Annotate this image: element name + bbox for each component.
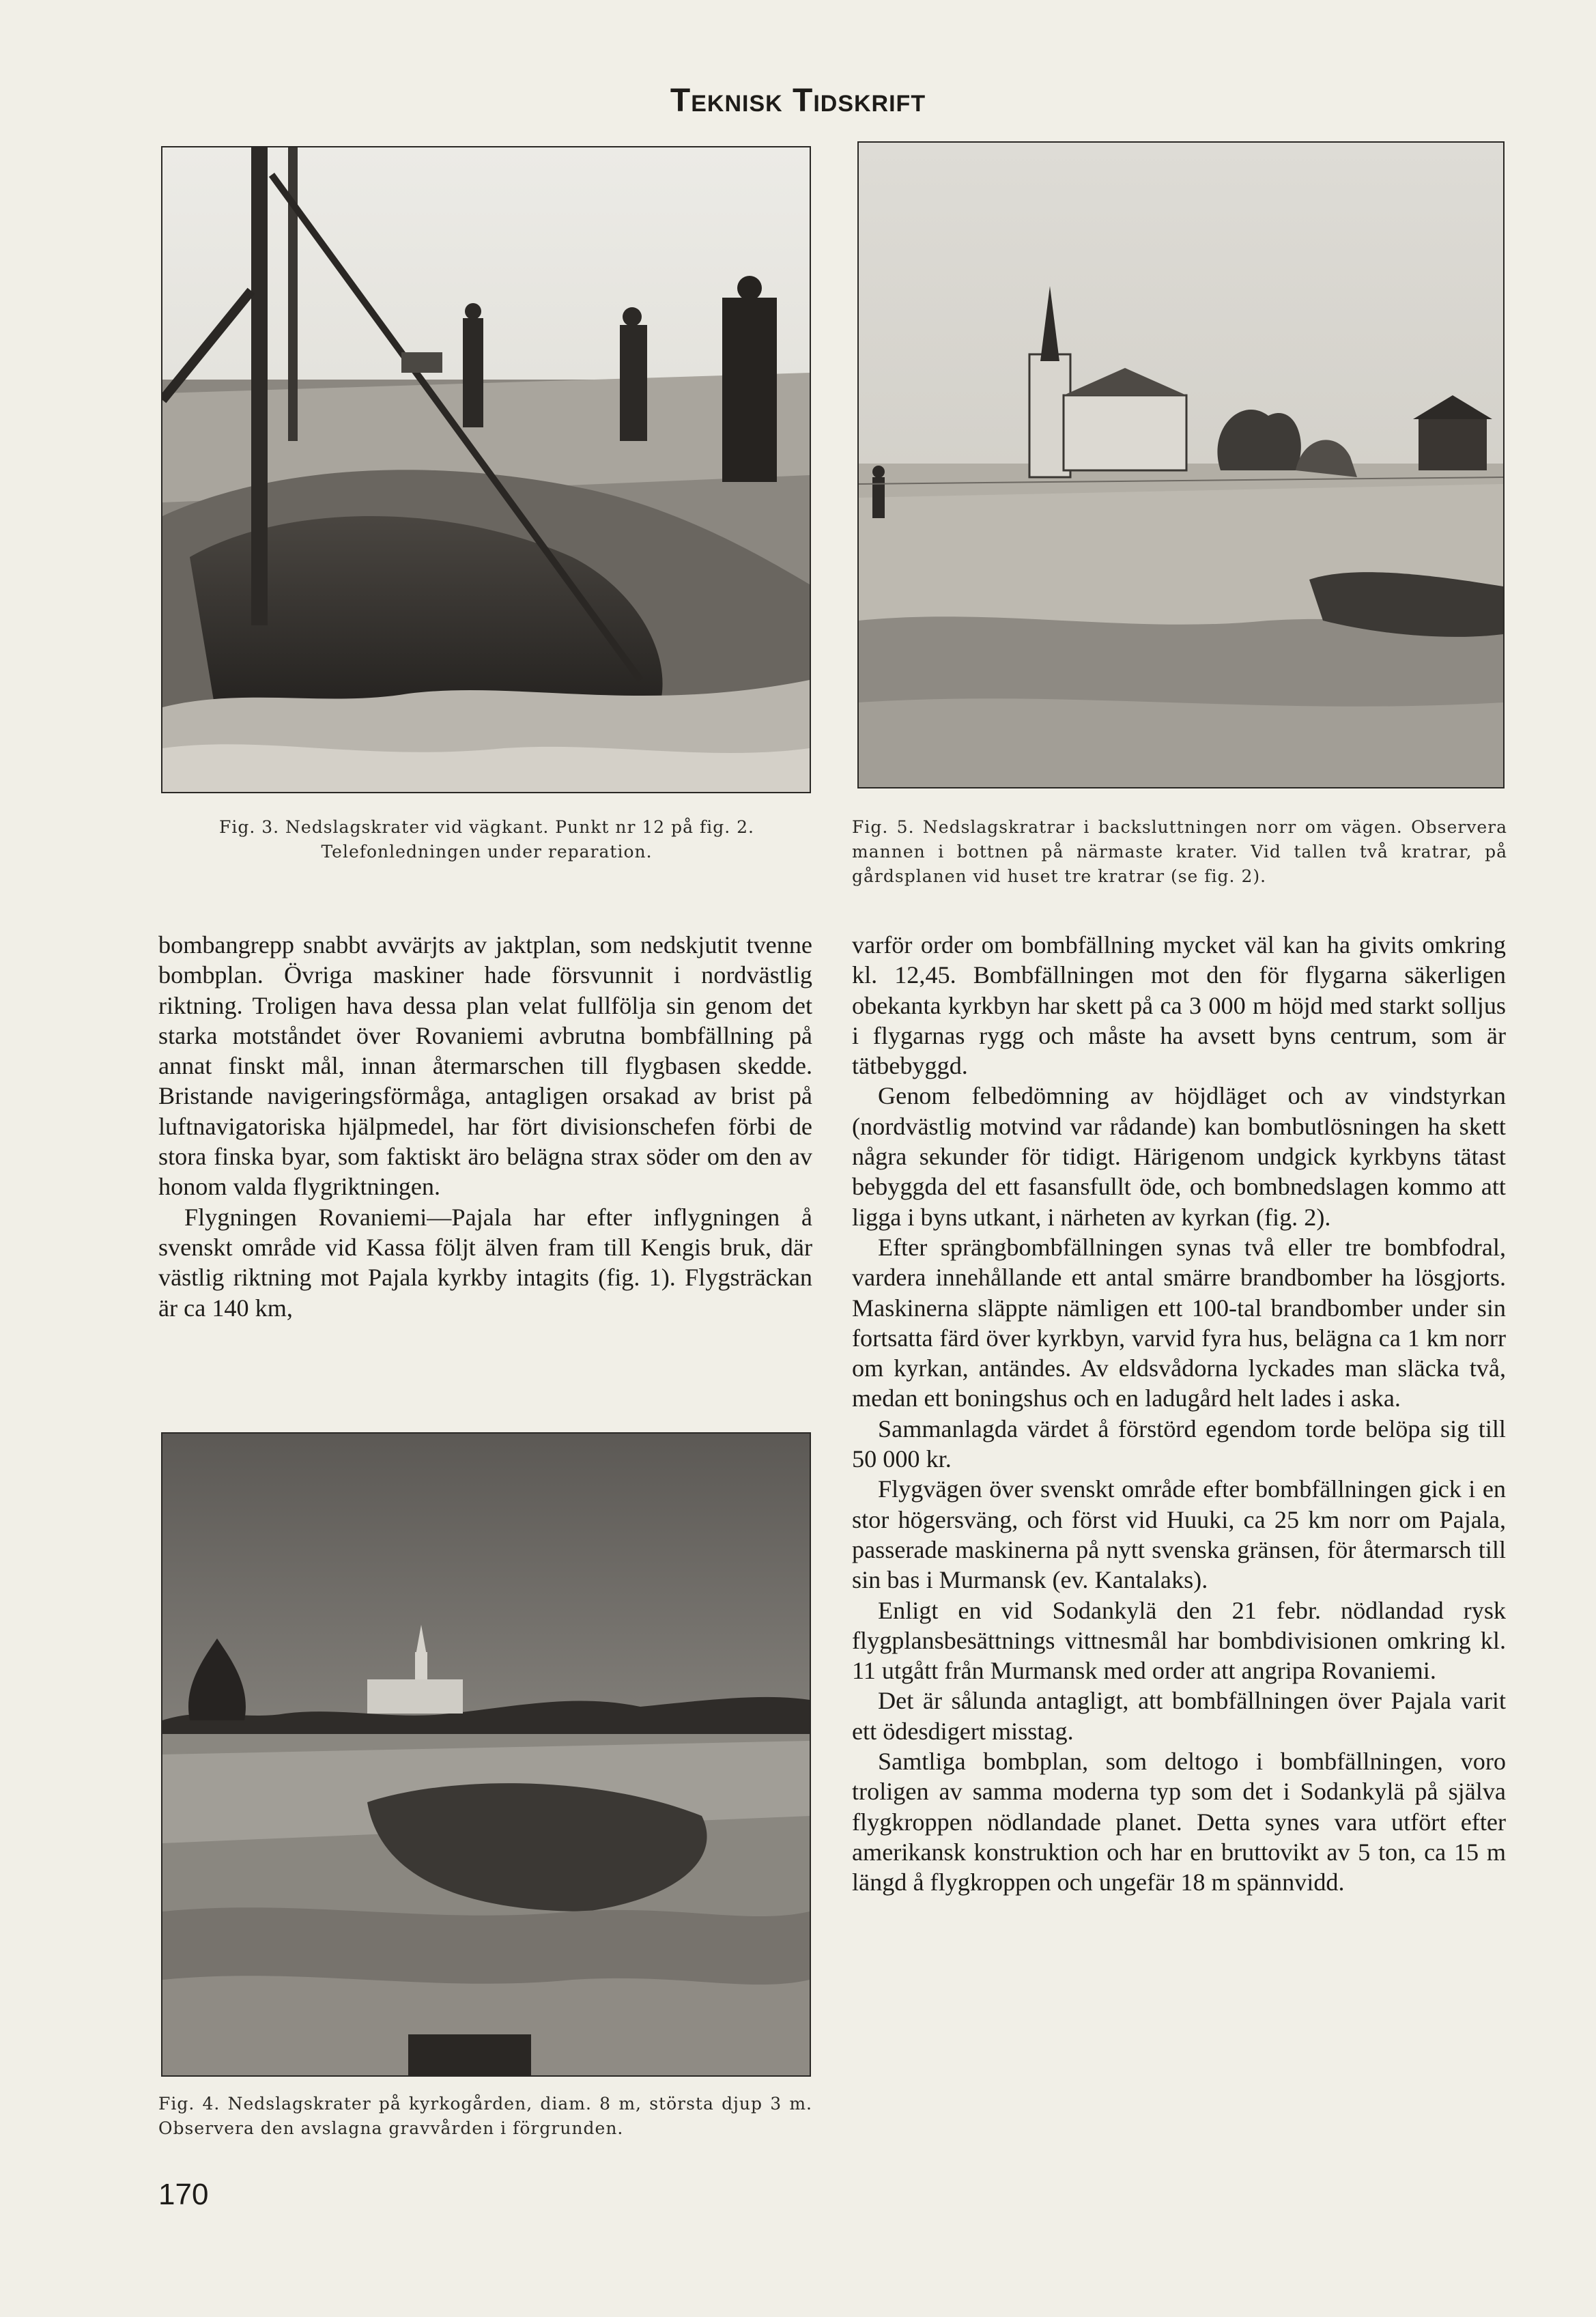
fig4-caption-text: Fig. 4. Nedslagskrater på kyrkogården, diam. 8 m, största djup 3 m. Observera den avslagna gravvården i förgrunden.: [158, 2094, 812, 2138]
right-paragraph-5: Flygvägen över svenskt område efter bombfällningen gick i en stor högersväng, och först vid Huuki, ca 25 km norr om Pajala, passerade maskinerna på nytt svenska gränsen, för återmarsch till sin bas i Murmansk (ev. Kantalaks).: [852, 1475, 1506, 1594]
right-paragraph-2: Genom felbedömning av höjdläget och av vindstyrkan (nordvästlig motvind var rådande) kan bombutlösningen ha skett några sekunder för tidigt. Härigenom undgick kyrkbyns tätast bebyggda del ett fasansfullt öde, och bombnedslagen kommo att ligga i byns utkant, i närheten av kyrkan (fig. 2).: [852, 1082, 1506, 1231]
left-paragraph-1: bombangrepp snabbt avvärjts av jaktplan, som nedskjutit tvenne bombplan. Övriga maskiner hade försvunnit i nordvästlig riktning. Troligen hava dessa plan velat fullfölja sin genom det starka motståndet över Rovaniemi avbrutna bombfällning på annat finskt mål, innan återmarschen till flygbasen skedde. Bristande navigeringsförmåga, antagligen orsakad av brist på luftnavigatoriska hjälpmedel, har fört divisionschefen förbi de stora finska byar, som faktiskt äro belägna strax söder om den av honom valda flygriktningen.: [158, 931, 812, 1201]
right-paragraph-8: Samtliga bombplan, som deltogo i bombfällningen, voro troligen av samma moderna typ som det i Sodankylä på själva flygkroppen nödlandade planet. Detta synes vara utfört efter amerikansk konstruktion och har en bruttovikt av 5 ton, ca 15 m längd å flygkroppen och ungefär 18 m spännvidd.: [852, 1748, 1506, 1896]
fig4-caption: [158, 2092, 812, 2141]
fig5-caption-text: Fig. 5. Nedslagskratrar i backsluttningen norr om vägen. Observera mannen i bottnen på närmaste krater. Vid tallen två kratrar, på gårdsplanen vid huset tre kratrar (se fig. 2).: [852, 817, 1507, 886]
right-paragraph-1: varför order om bombfällning mycket väl kan ha givits omkring kl. 12,45. Bombfällningen mot den för flygarna säkerligen obekanta kyrkbyn har skett på ca 3 000 m höjd med starkt solljus i flygarnas rygg och måste ha avsett byns centrum, som är tätbebyggd.: [852, 931, 1506, 1080]
right-paragraph-7: Det är sålunda antagligt, att bombfällningen över Pajala varit ett ödesdigert misstag.: [852, 1687, 1506, 1745]
right-paragraph-6: Enligt en vid Sodankylä den 21 febr. nödlandad rysk flygplansbesättnings vittnesmål har bombdivisionen omkring kl. 11 utgått från Murmansk med order att angripa Rovaniemi.: [852, 1596, 1506, 1685]
journal-title: Teknisk Tidskrift: [670, 83, 926, 119]
right-paragraph-3: Efter sprängbombfällningen synas två eller tre bombfodral, vardera innehållande ett antal smärre brandbomber ha lösgjorts. Maskinerna släppte nämligen ett 100-tal brandbomber under sin fortsatta färd över kyrkbyn, varvid fyra hus, belägna ca 1 km norr om kyrkan, antändes. Av eldsvådorna lyckades man släcka två, medan ett boningshus och en ladugård helt lades i aska.: [852, 1233, 1506, 1412]
fig3-caption-line2: Telefonledningen under reparation.: [321, 842, 653, 862]
page-number: 170: [158, 2178, 209, 2211]
left-text-column: [158, 930, 812, 1323]
right-text-column: [852, 930, 1506, 1898]
left-paragraph-2: Flygningen Rovaniemi—Pajala har efter inflygningen å svenskt område vid Kassa följt älven fram till Kengis bruk, där västlig riktning mot Pajala kyrkby intagits (fig. 1). Flygsträckan är ca 140 km,: [158, 1203, 812, 1322]
fig3-caption-line1: Fig. 3. Nedslagskrater vid vägkant. Punkt nr 12 på fig. 2.: [219, 817, 754, 837]
fig5-caption: [852, 815, 1507, 889]
fig5-photo: [857, 141, 1505, 788]
fig3-photo: [161, 146, 811, 793]
fig4-photo: [161, 1432, 811, 2077]
fig3-caption: [158, 815, 815, 864]
right-paragraph-4: Sammanlagda värdet å förstörd egendom torde belöpa sig till 50 000 kr.: [852, 1415, 1506, 1473]
